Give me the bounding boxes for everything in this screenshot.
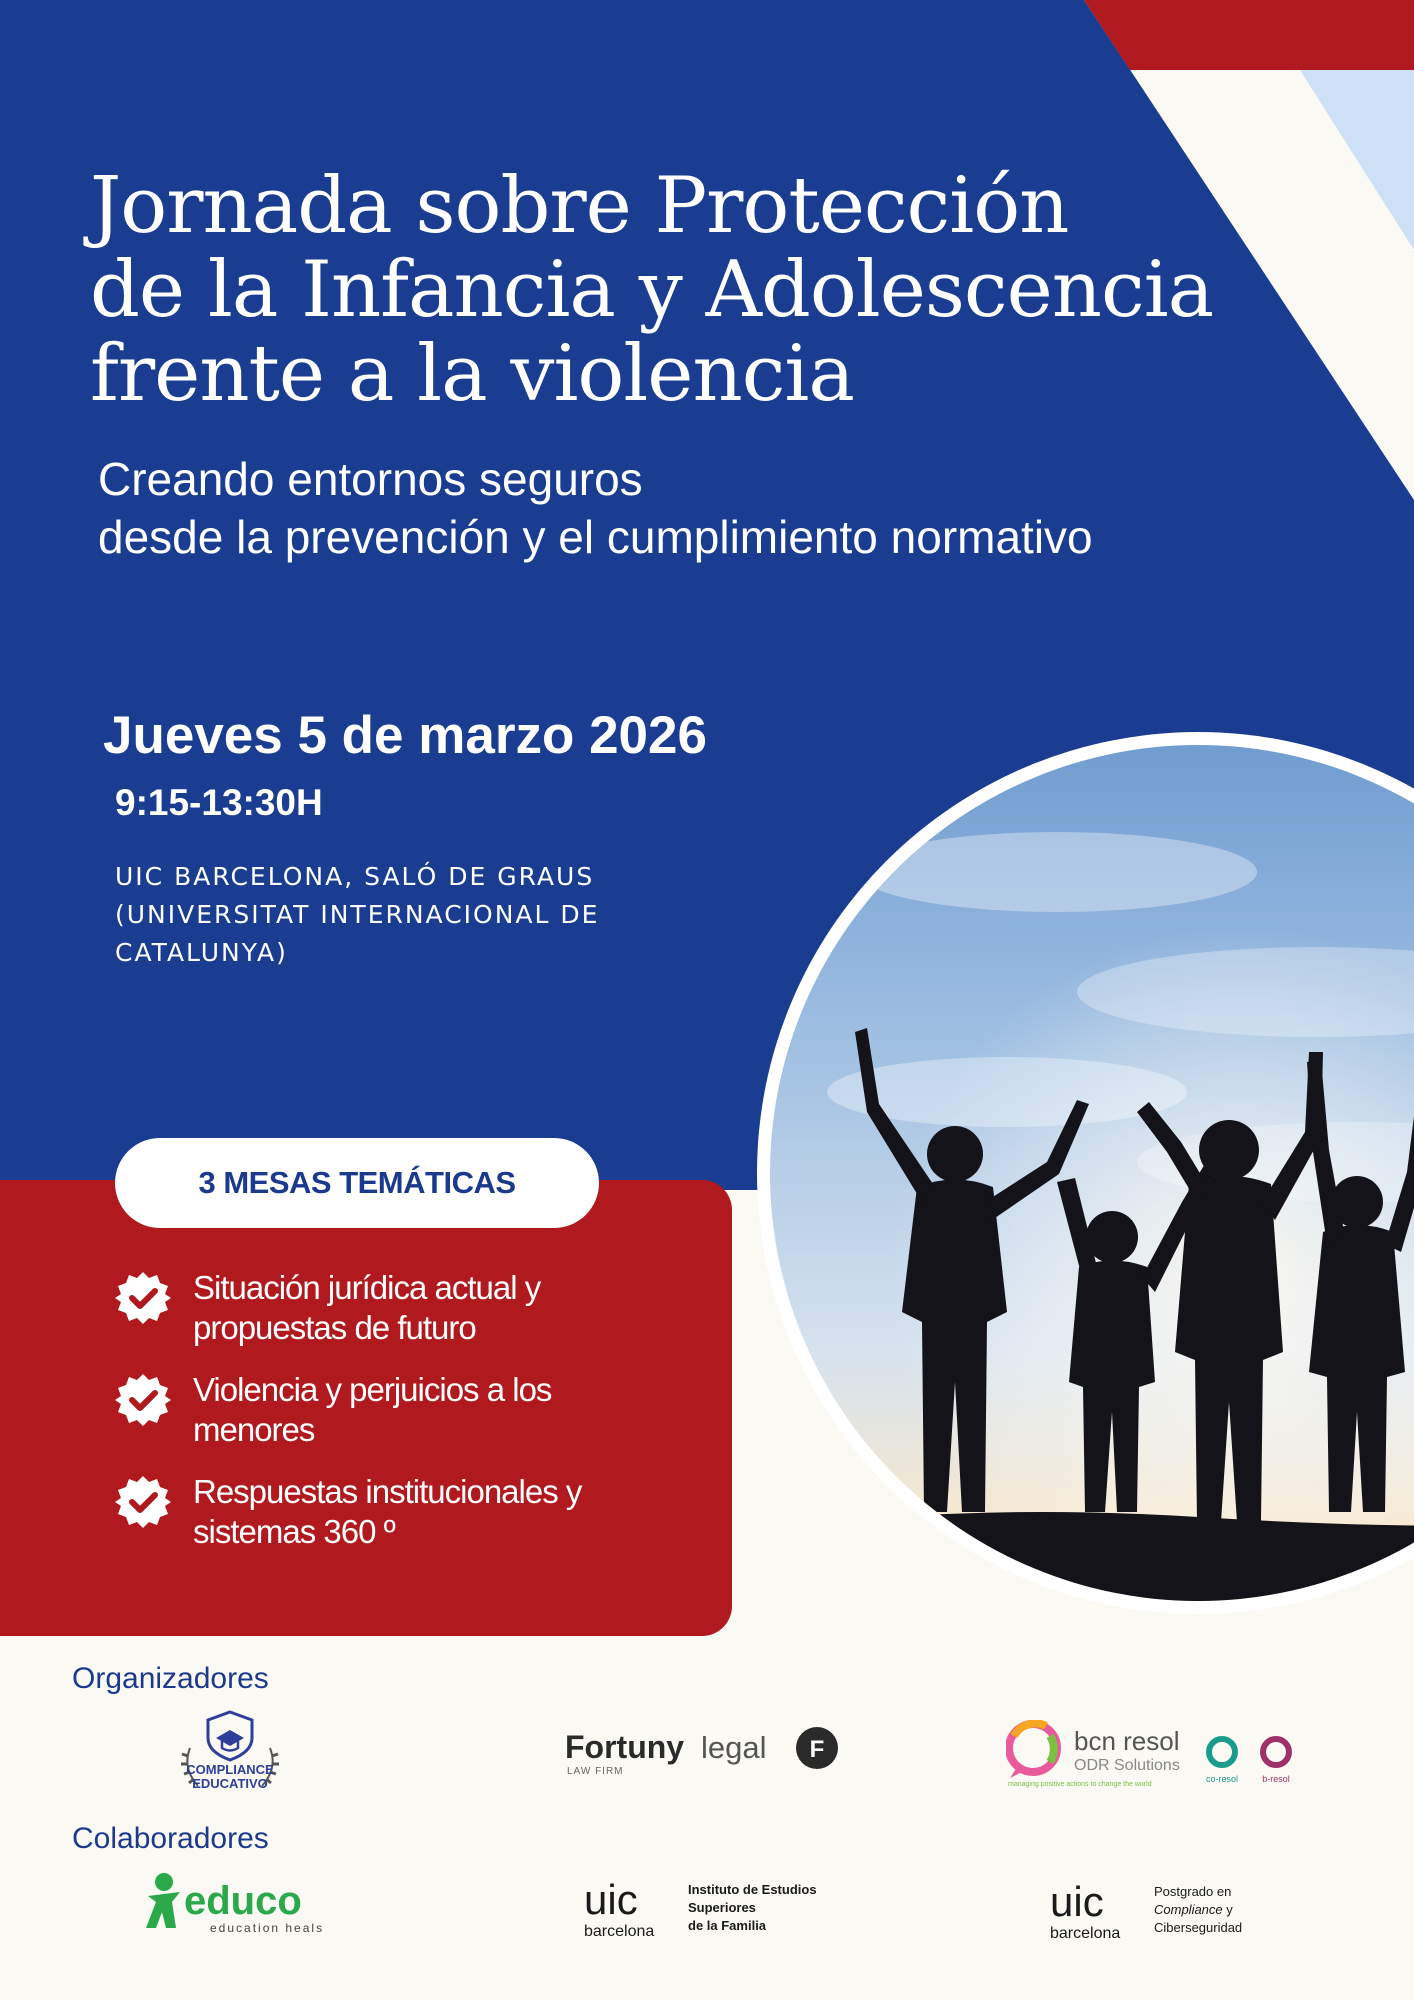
title-line-3: frente a la violencia [90, 329, 854, 419]
uic-family-mark: uic [584, 1876, 638, 1923]
venue-line-1: UIC BARCELONA, SALÓ DE GRAUS [115, 862, 595, 891]
uic-compliance-logo [1048, 1874, 1308, 1946]
event-date: Jueves 5 de marzo 2026 [103, 706, 707, 765]
event-subtitle [98, 450, 1298, 566]
topic-3-line-1: Respuestas institucionales y [193, 1473, 582, 1510]
topic-1-line-2: propuestas de futuro [193, 1309, 476, 1346]
compliance-logo-line-2: EDUCATIVO [192, 1776, 268, 1791]
topic-item-3 [115, 1474, 715, 1574]
bcn-resol-tagline: managing positive actions to change the world [1008, 1781, 1152, 1788]
collaborators-label: Colaboradores [72, 1822, 269, 1855]
uic-compliance-italic: Compliance [1154, 1902, 1223, 1917]
uic-compliance-city: barcelona [1050, 1925, 1121, 1942]
bcn-resol-sub: ODR Solutions [1074, 1757, 1180, 1774]
mesas-heading: 3 MESAS TEMÁTICAS [115, 1138, 599, 1228]
event-venue [115, 858, 675, 972]
topic-item-2 [115, 1372, 715, 1472]
topic-2-line-2: menores [193, 1411, 315, 1448]
uic-family-line-1: Instituto de Estudios [688, 1882, 817, 1897]
event-title [90, 161, 1240, 419]
uic-compliance-line-3: Ciberseguridad [1154, 1920, 1243, 1935]
uic-compliance-line-1: Postgrado en [1154, 1884, 1232, 1899]
educo-tag: education heals [210, 1921, 325, 1935]
venue-line-3: CATALUNYA) [115, 938, 288, 967]
fortuny-tag: LAW FIRM [567, 1766, 624, 1777]
educo-name: educo [184, 1879, 302, 1923]
subtitle-line-1: Creando entornos seguros [98, 453, 643, 505]
check-badge-icon [115, 1270, 171, 1326]
fortuny-bold-text: Fortuny [565, 1729, 685, 1765]
compliance-logo-line-1: COMPLIANCE [186, 1762, 274, 1777]
fortuny-light-text: legal [701, 1730, 767, 1765]
uic-family-city: barcelona [584, 1923, 655, 1940]
topic-3-line-2: sistemas 360 º [193, 1513, 395, 1550]
uic-compliance-mark: uic [1050, 1878, 1104, 1925]
b-resol-text: b-resol [1262, 1774, 1290, 1784]
topic-1-line-1: Situación jurídica actual y [193, 1269, 541, 1306]
title-line-1: Jornada sobre Protección [90, 161, 1069, 251]
venue-line-2: (UNIVERSITAT INTERNACIONAL DE [115, 900, 600, 929]
fortuny-mark: F [809, 1736, 825, 1763]
educo-logo [142, 1870, 342, 1942]
check-badge-icon [115, 1372, 171, 1428]
co-resol-text: co-resol [1205, 1774, 1239, 1784]
uic-family-line-3: de la Familia [688, 1918, 767, 1933]
uic-family-line-2: Superiores [688, 1900, 756, 1915]
bcn-resol-logo [1006, 1720, 1306, 1790]
title-line-2: de la Infancia y Adolescencia [90, 245, 1214, 335]
uic-compliance-rest: y [1222, 1902, 1233, 1917]
red-corner-stripe [1084, 0, 1414, 70]
organizers-label: Organizadores [72, 1662, 269, 1695]
fortuny-legal-logo [563, 1722, 843, 1782]
uic-family-logo [580, 1872, 840, 1944]
compliance-educativo-logo [160, 1708, 300, 1800]
check-badge-icon [115, 1474, 171, 1530]
subtitle-line-2: desde la prevención y el cumplimiento normativo [98, 511, 1093, 563]
svg-text:Compliance y [1154, 1902, 1233, 1917]
topic-item-1 [115, 1270, 715, 1370]
bcn-resol-name: bcn resol [1074, 1726, 1180, 1756]
children-silhouette-photo [757, 732, 1414, 1614]
event-time: 9:15-13:30H [115, 782, 323, 823]
topic-2-line-1: Violencia y perjuicios a los [193, 1371, 552, 1408]
